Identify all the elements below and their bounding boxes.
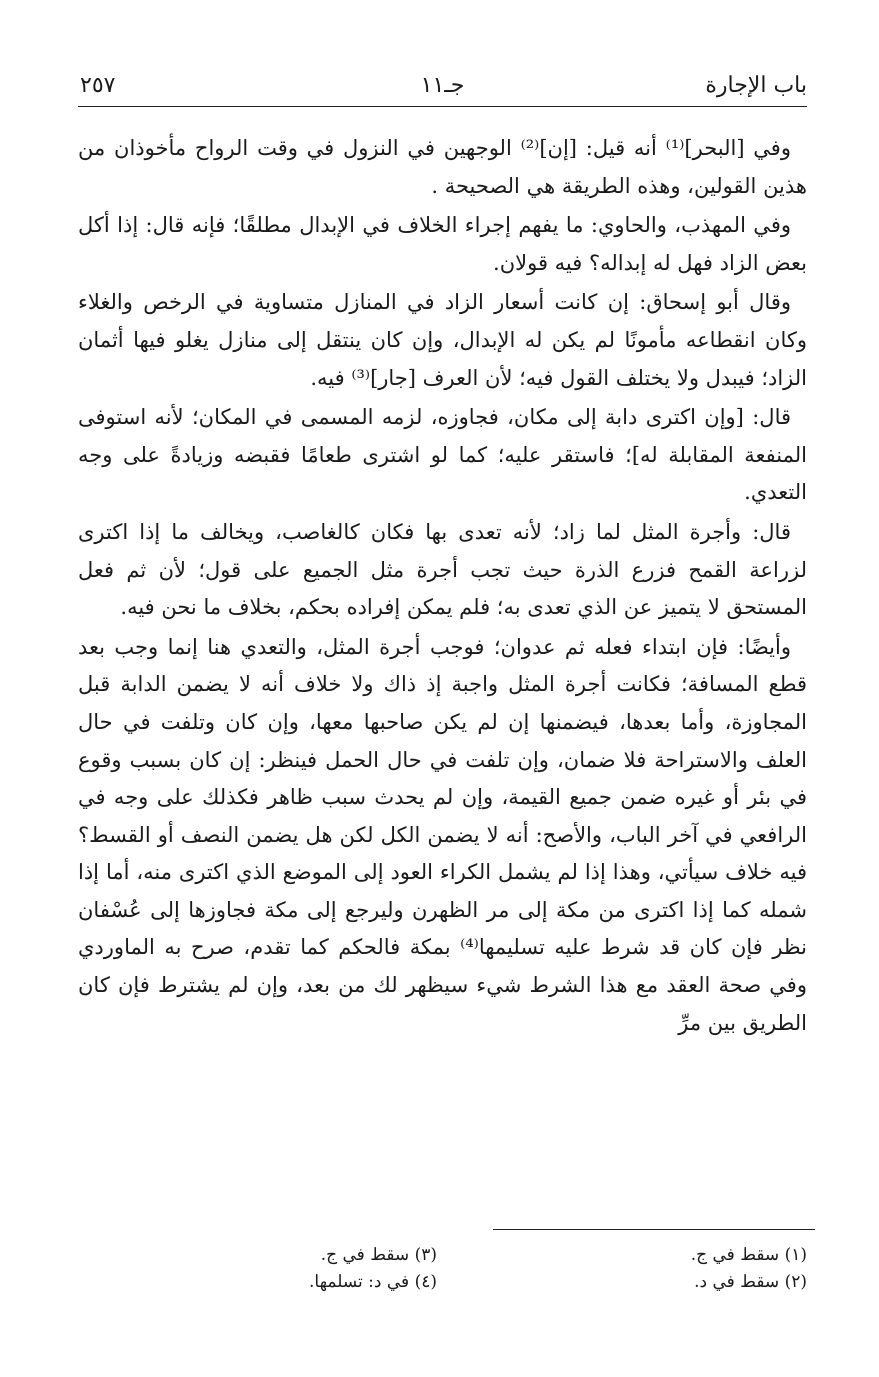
footnote-1: (١) سقط في ج.: [690, 1245, 807, 1265]
paragraph-4: قال: [وإن اكترى دابة إلى مكان، فجاوزه، لزمه المسمى في المكان؛ لأنه استوفى المنفعة المقابلة له]؛ فاستقر عليه؛ كما لو اشترى طعامًا فقبضه وزيادةً على وجه التعدي.: [78, 405, 807, 505]
paragraph-6: وأيضًا: فإن ابتداء فعله ثم عدوان؛ فوجب أجرة المثل، والتعدي هنا إنما وجب بعد قطع المسافة؛ فكانت أجرة المثل واجبة إذ ذاك ولا خلاف أنه لا يضمن الدابة قبل المجاوزة، وأما بعدها، فيضمنها إن لم يكن صاحبها معها، وإن كان وتلفت في حال العلف والاستراحة فلا ضمان، وإن تلفت في حال الحمل فينظر: إن كان بسبب وقوع في بئر أو غيره ضمن جميع القيمة، وإن لم يحدث سبب ظاهر فكذلك على وجه في الرافعي في آخر الباب، والأصح: أنه لا يضمن الكل لكن هل يضمن النصف أو القسط؟ فيه خلاف سيأتي، وهذا إذا لم يشمل الكراء العود إلى الموضع الذي اكترى منه، أما إذا شمله كما إذا اكترى من مكة إلى مر الظهرن وليرجع إلى مكة فجاوزها إلى عُسْفان نظر فإن كان قد شرط عليه تسليمها⁽⁴⁾ بمكة فالحكم كما تقدم، صرح به الماوردي وفي صحة العقد مع هذا الشرط شيء سيظهر لك من بعد، وإن لم يشترط فإن كان الطريق بين مرِّ: [78, 634, 808, 1035]
chapter-title: باب الإجارة: [705, 73, 807, 98]
main-text: [78, 130, 807, 1044]
footnote-2: (٢) سقط في د.: [694, 1272, 807, 1292]
paragraph-2: وفي المهذب، والحاوي: ما يفهم إجراء الخلاف في الإبدال مطلقًا؛ فإنه قال: إذا أكل بعض الزاد فهل له إبداله؟ فيه قولان.: [78, 213, 807, 275]
paragraph-1: وفي [البحر]⁽¹⁾ أنه قيل: [إن]⁽²⁾ الوجهين في النزول في وقت الرواح مأخوذان من هذين القولين، وهذه الطريقة هي الصحيحة .: [78, 136, 807, 198]
running-header: [78, 66, 807, 107]
footnote-3: (٣) سقط في ج.: [320, 1245, 437, 1265]
footnote-4: (٤) في د: تسلمها.: [309, 1272, 437, 1292]
paragraph-5: قال: وأجرة المثل لما زاد؛ لأنه تعدى بها فكان كالغاصب، ويخالف ما إذا اكترى لزراعة القمح فزرع الذرة حيث تجب أجرة مثل الجميع على قول؛ لأن ثم فعل المستحق لا يتميز عن الذي تعدى به؛ فلم يمكن إفراده بحكم، بخلاف ما نحن فيه.: [78, 519, 807, 620]
footnote-separator: [493, 1229, 815, 1230]
page-number: ٢٥٧: [80, 73, 116, 98]
volume-label: جـ١١: [420, 73, 465, 98]
paragraph-3: وقال أبو إسحاق: إن كانت أسعار الزاد في المنازل متساوية في الرخص والغلاء وكان انقطاعه مأمونًا لم يكن له الإبدال، وإن كان ينتقل إلى منازل يغلو فيها أثمان الزاد؛ فيبدل ولا يختلف القول فيه؛ لأن العرف [جار]⁽³⁾ فيه.: [78, 290, 807, 390]
